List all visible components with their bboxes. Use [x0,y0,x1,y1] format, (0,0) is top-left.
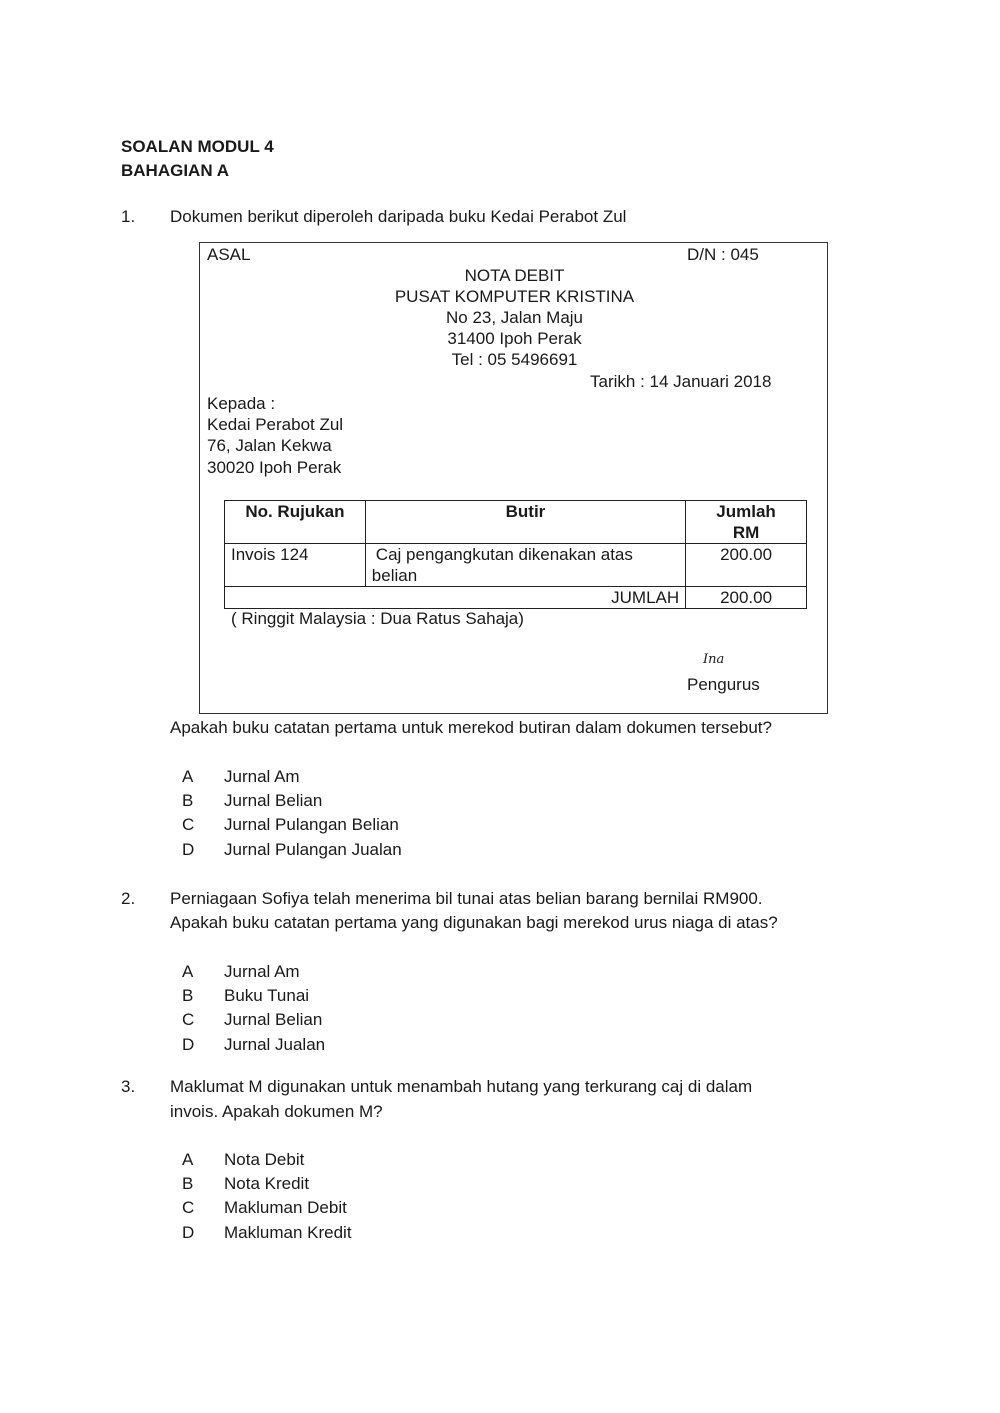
q1-question: Apakah buku catatan pertama untuk merekod butiran dalam dokumen tersebut? [170,718,772,737]
q2-option-letter-b: B [182,986,194,1005]
doc-address-line1: No 23, Jalan Maju [445,308,584,327]
q1-option-letter-b: B [182,791,194,810]
row-item [365,544,685,587]
module-title: SOALAN MODUL 4 [121,137,274,156]
table-total-row [225,587,807,609]
q2-option-letter-c: C [182,1010,195,1029]
q2-option-c[interactable]: Jurnal Belian [224,1010,323,1029]
col-header-item: Butir [365,501,685,544]
doc-to-name: Kedai Perabot Zul [207,415,344,434]
row-amount: 200.00 [686,544,807,587]
q1-number: 1. [121,207,136,226]
q1-option-letter-a: A [182,767,194,786]
row-ref: Invois 124 [225,544,366,587]
doc-to-label: Kepada : [207,394,276,413]
doc-title: NOTA DEBIT [464,266,565,285]
q1-stem: Dokumen berikut diperoleh daripada buku Kedai Perabot Zul [170,207,627,226]
q3-stem-line2: invois. Apakah dokumen M? [170,1102,383,1121]
q2-option-a[interactable]: Jurnal Am [224,962,300,981]
q3-number: 3. [121,1077,136,1096]
q1-option-letter-c: C [182,815,195,834]
total-label: JUMLAH [225,587,686,609]
doc-phone: Tel : 05 5496691 [451,350,578,369]
q2-option-letter-d: D [182,1035,195,1054]
doc-date: Tarikh : 14 Januari 2018 [590,372,772,391]
col-header-amount-line2: RM [732,523,760,542]
doc-number: D/N : 045 [687,245,759,264]
col-header-amount-line1: Jumlah [716,502,776,521]
q2-option-b[interactable]: Buku Tunai [224,986,310,1005]
signature: Ina [703,652,725,667]
doc-amount-in-words: ( Ringgit Malaysia : Dua Ratus Sahaja) [231,609,524,628]
q3-option-c[interactable]: Makluman Debit [224,1198,347,1217]
q2-number: 2. [121,889,136,908]
q2-option-letter-a: A [182,962,194,981]
doc-address-line2: 31400 Ipoh Perak [447,329,582,348]
q3-option-letter-c: C [182,1198,195,1217]
doc-company: PUSAT KOMPUTER KRISTINA [394,287,635,306]
doc-to-address1: 76, Jalan Kekwa [207,436,332,455]
q3-option-letter-a: A [182,1150,194,1169]
q3-option-letter-d: D [182,1223,195,1242]
row-item-line2: belian [371,566,418,585]
q3-option-b[interactable]: Nota Kredit [224,1174,310,1193]
q1-option-letter-d: D [182,840,195,859]
q2-stem-line2: Apakah buku catatan pertama yang digunakan bagi merekod urus niaga di atas? [170,913,778,932]
debit-note-document [199,242,828,714]
doc-to-address2: 30020 Ipoh Perak [207,458,342,477]
q3-option-d[interactable]: Makluman Kredit [224,1223,352,1242]
row-item-line1: Caj pengangkutan dikenakan atas [375,545,633,564]
q1-option-b[interactable]: Jurnal Belian [224,791,323,810]
q3-option-letter-b: B [182,1174,194,1193]
doc-copy-label: ASAL [207,245,251,264]
col-header-amount [686,501,807,544]
q2-stem-line1: Perniagaan Sofiya telah menerima bil tunai atas belian barang bernilai RM900. [170,889,763,908]
q1-option-d[interactable]: Jurnal Pulangan Jualan [224,840,402,859]
col-header-ref: No. Rujukan [225,501,366,544]
table-row [225,544,807,587]
q1-option-c[interactable]: Jurnal Pulangan Belian [224,815,399,834]
doc-items-table [224,500,807,609]
signatory-title: Pengurus [687,675,760,694]
q3-stem-line1: Maklumat M digunakan untuk menambah hutang yang terkurang caj di dalam [170,1077,753,1096]
q1-option-a[interactable]: Jurnal Am [224,767,300,786]
q3-option-a[interactable]: Nota Debit [224,1150,305,1169]
section-title: BAHAGIAN A [121,161,229,180]
total-amount: 200.00 [686,587,807,609]
table-header-row [225,501,807,544]
q2-option-d[interactable]: Jurnal Jualan [224,1035,326,1054]
